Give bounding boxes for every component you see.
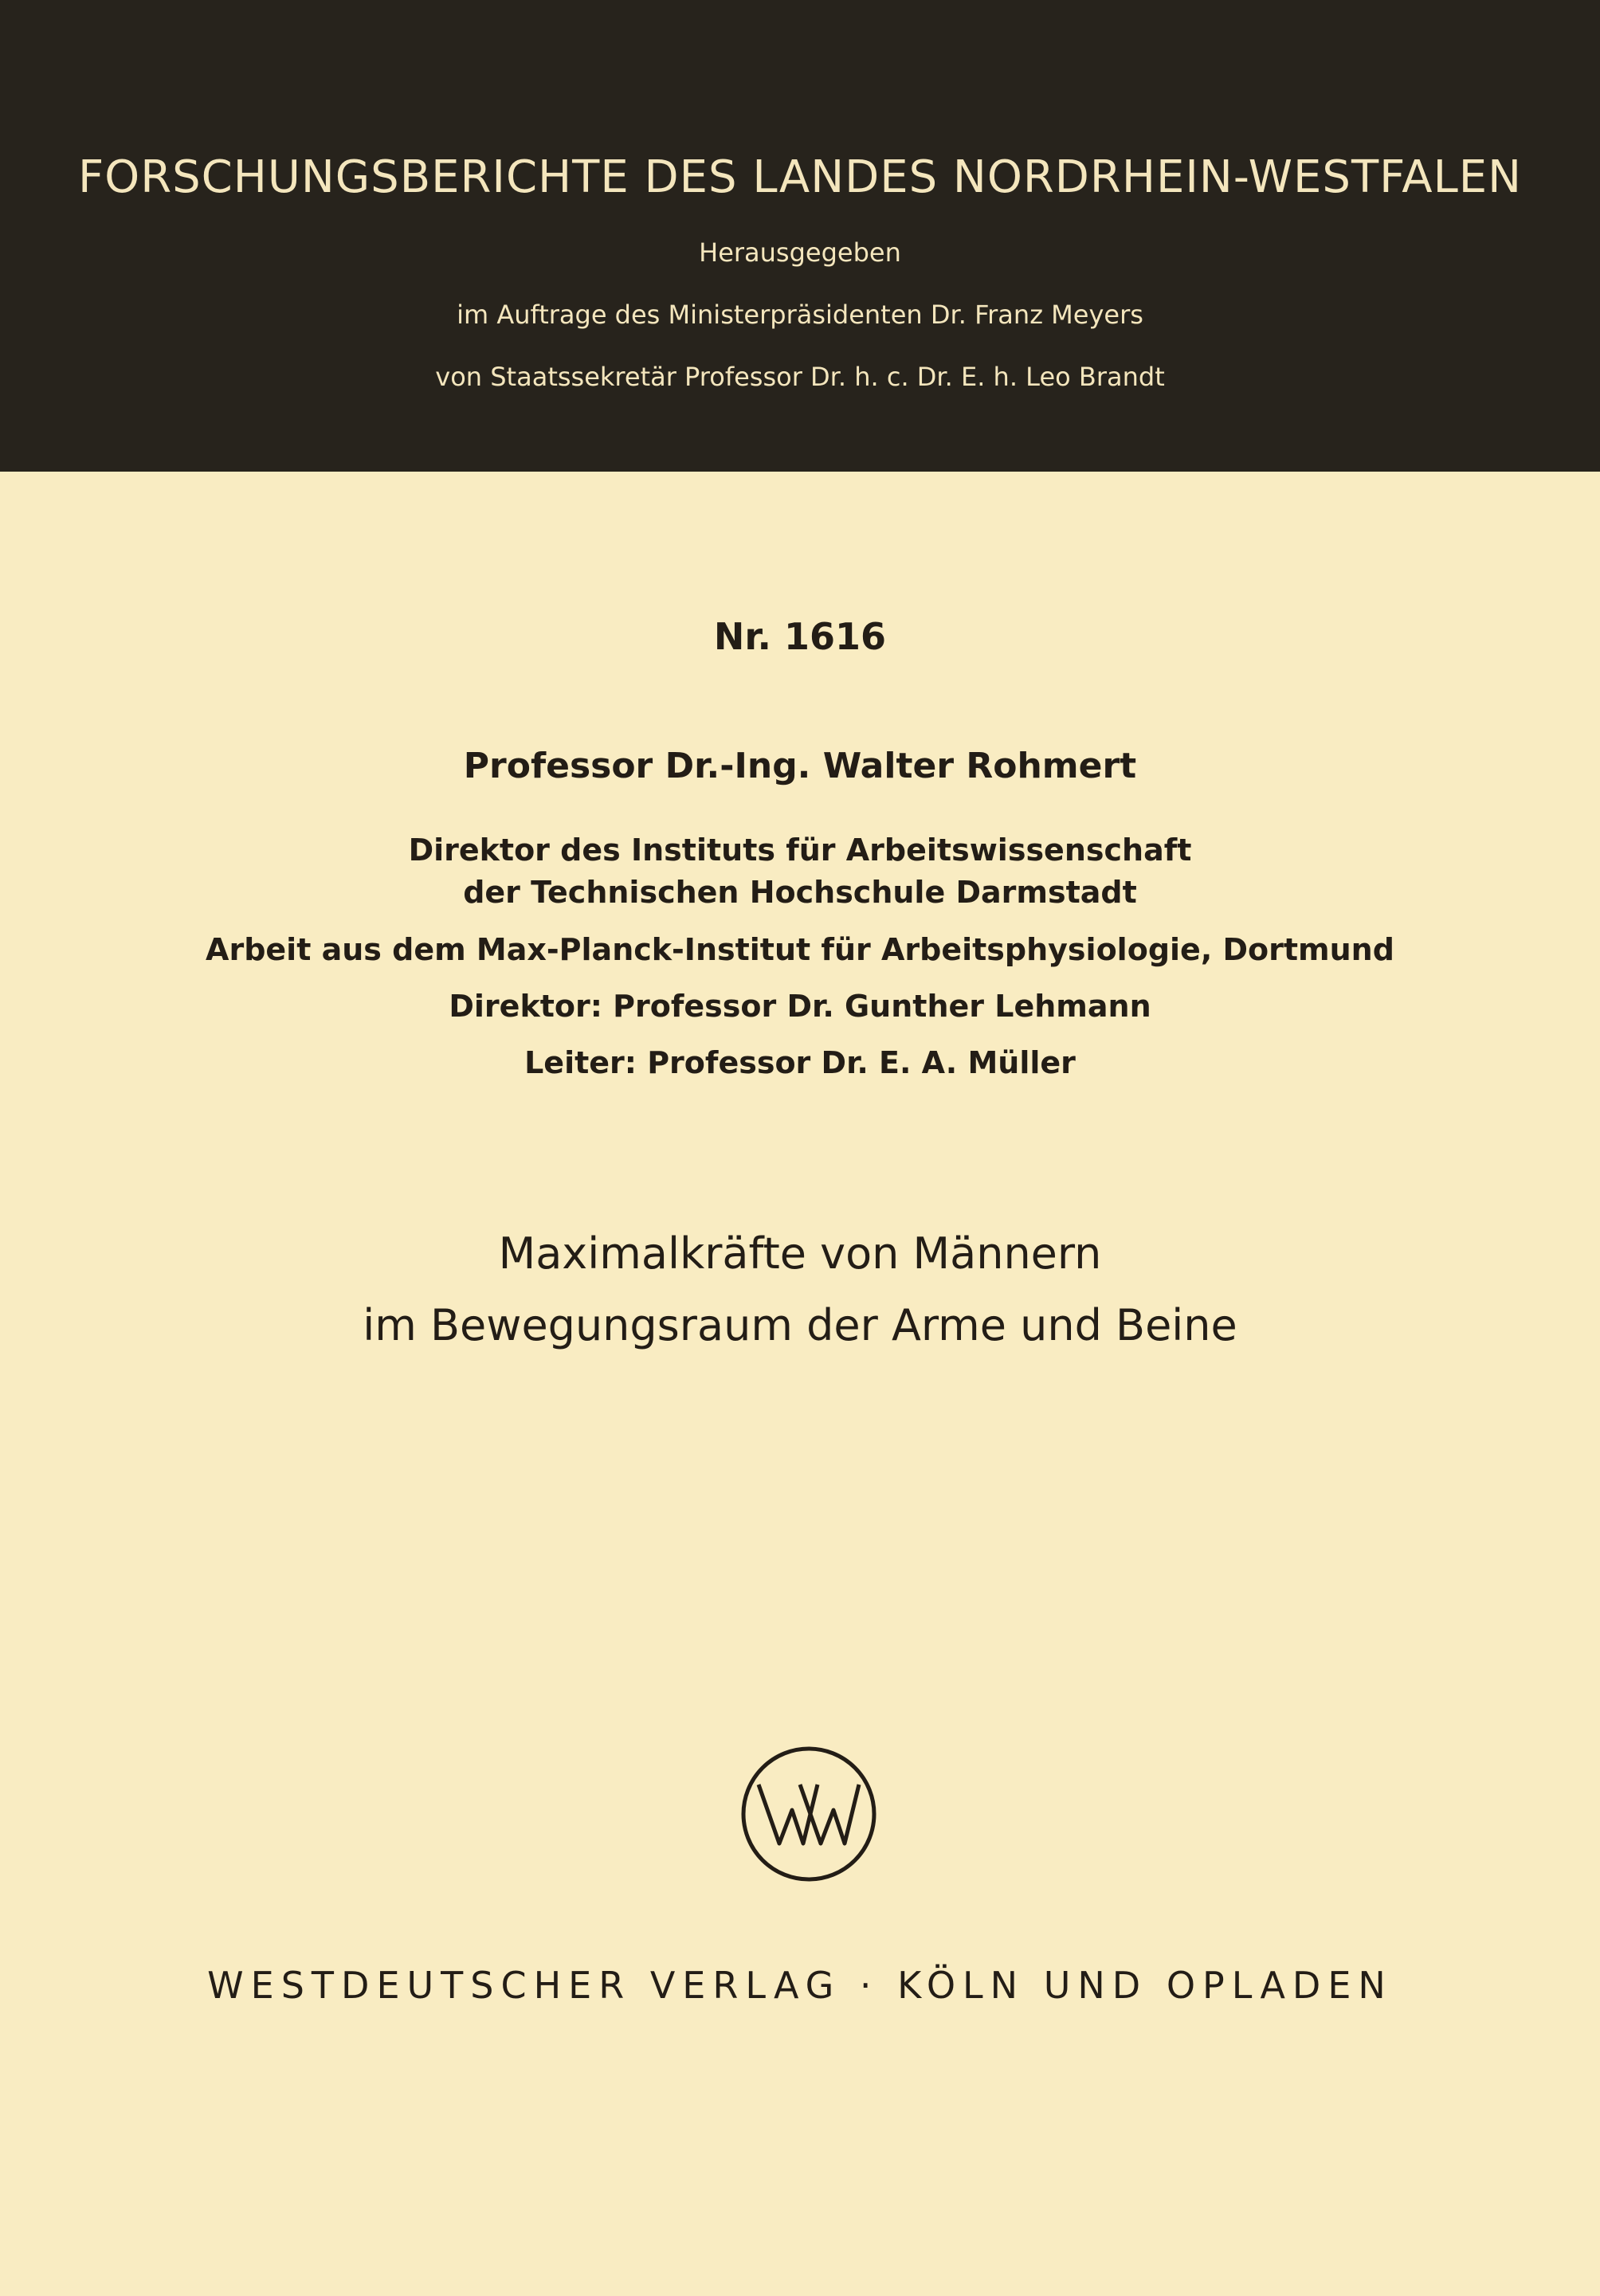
header-band <box>0 0 1600 472</box>
report-number: Nr. 1616 <box>713 615 887 658</box>
ww-publisher-logo-icon <box>739 1745 878 1883</box>
affiliation-line-2: der Technischen Hochschule Darmstadt <box>463 875 1137 910</box>
affiliation-line-3: Arbeit aus dem Max-Planck-Institut für Arbeitsphysiologie, Dortmund <box>206 932 1394 967</box>
affiliation-line-1: Direktor des Instituts für Arbeitswissenschaft <box>408 833 1192 868</box>
publisher-line: WESTDEUTSCHER VERLAG · KÖLN UND OPLADEN <box>207 1964 1393 2007</box>
author-name: Professor Dr.-Ing. Walter Rohmert <box>463 746 1137 786</box>
editor-line-3: von Staatssekretär Professor Dr. h. c. Dr. E. h. Leo Brandt <box>435 362 1165 392</box>
affiliation-line-5: Leiter: Professor Dr. E. A. Müller <box>524 1045 1076 1080</box>
editor-line-2: im Auftrage des Ministerpräsidenten Dr. Franz Meyers <box>457 300 1143 330</box>
book-title-line-1: Maximalkräfte von Männern <box>498 1228 1102 1279</box>
series-title: FORSCHUNGSBERICHTE DES LANDES NORDRHEIN-WESTFALEN <box>77 151 1523 203</box>
affiliation-line-4: Direktor: Professor Dr. Gunther Lehmann <box>449 989 1151 1024</box>
editor-line-1: Herausgegeben <box>699 237 901 268</box>
book-title-line-2: im Bewegungsraum der Arme und Beine <box>363 1300 1237 1350</box>
